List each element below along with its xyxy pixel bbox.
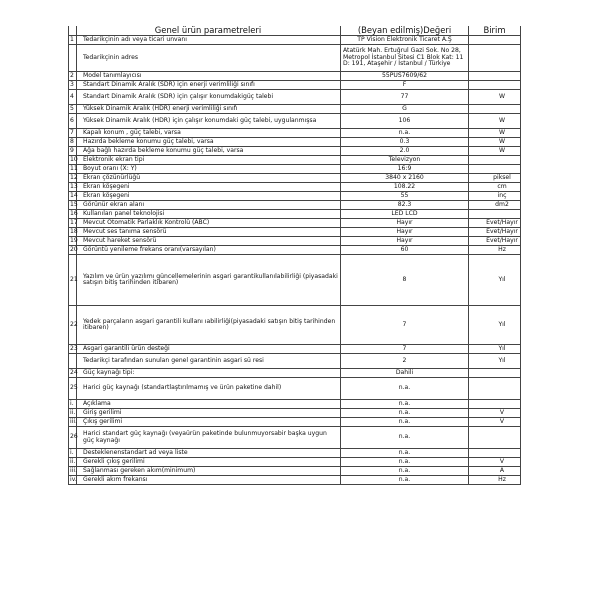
row-parameter: Sağlanması gereken akım(minimum) bbox=[77, 467, 341, 476]
table-row bbox=[69, 72, 521, 81]
row-unit bbox=[469, 400, 521, 409]
row-unit: dm2 bbox=[469, 201, 521, 210]
row-parameter: Mevcut Otomatik Parlaklık Kontrolü (ABC) bbox=[77, 219, 341, 228]
row-parameter: Harici standart güç kaynağı (veyaürün paketinde bulunmuyorsabir başka uygun güç kaynağı bbox=[77, 427, 341, 449]
row-unit bbox=[469, 72, 521, 81]
row-number: 26 bbox=[69, 427, 77, 449]
row-unit: W bbox=[469, 90, 521, 105]
row-number: 4 bbox=[69, 90, 77, 105]
row-parameter: Giriş gerilimi bbox=[77, 409, 341, 418]
row-value: 3840 x 2160 bbox=[341, 174, 469, 183]
product-parameters-table bbox=[68, 26, 521, 485]
row-value: LED LCD bbox=[341, 210, 469, 219]
row-number: 8 bbox=[69, 138, 77, 147]
row-unit: piksel bbox=[469, 174, 521, 183]
header-number bbox=[69, 26, 77, 36]
row-number: 1 bbox=[69, 36, 77, 45]
table-row bbox=[69, 228, 521, 237]
row-number bbox=[69, 354, 77, 369]
row-parameter: Gerekli akım frekansı bbox=[77, 476, 341, 485]
table-row bbox=[69, 201, 521, 210]
row-parameter: Hazırda bekleme konumu güç talebi, varsa bbox=[77, 138, 341, 147]
row-value: 82.3 bbox=[341, 201, 469, 210]
row-value: 7 bbox=[341, 345, 469, 354]
table-row bbox=[69, 174, 521, 183]
row-number: 7 bbox=[69, 129, 77, 138]
row-unit bbox=[469, 45, 521, 72]
table-row bbox=[69, 192, 521, 201]
row-parameter: Çıkış gerilimi bbox=[77, 418, 341, 427]
row-parameter: Tedarikçi tarafından sunulan genel garantinin asgari sü resi bbox=[77, 354, 341, 369]
row-unit: Yıl bbox=[469, 354, 521, 369]
table-row bbox=[69, 378, 521, 400]
row-parameter: Ekran köşegeni bbox=[77, 192, 341, 201]
row-number: 18 bbox=[70, 227, 78, 235]
table-row bbox=[69, 90, 521, 105]
row-unit bbox=[469, 36, 521, 45]
row-unit: V bbox=[469, 458, 521, 467]
table-row bbox=[69, 156, 521, 165]
row-value: TP Vision Elektronik Ticaret A.Ş bbox=[341, 36, 469, 45]
table-row bbox=[69, 476, 521, 485]
row-value: n.a. bbox=[341, 418, 469, 427]
row-value: Atatürk Mah. Ertuğrul Gazi Sok. No 28, Metropol İstanbul Sitesi C1 Blok Kat: 11 D: 191, Ataşehir / İstanbul / Türkiye bbox=[341, 45, 469, 72]
row-number: i. bbox=[69, 449, 77, 458]
row-number: ii. bbox=[70, 408, 76, 416]
row-unit bbox=[469, 156, 521, 165]
row-parameter: Desteklenenstandart ad veya liste bbox=[77, 449, 341, 458]
row-value: F bbox=[341, 81, 469, 90]
row-value: n.a. bbox=[341, 378, 469, 400]
row-parameter: Ağa bağlı hazırda bekleme konumu güç talebi, varsa bbox=[77, 147, 341, 156]
table-row bbox=[69, 219, 521, 228]
row-parameter: Yedek parçaların asgari garantili kullanı ıabilirliği(piyasadaki satışın bitiş tarihinden itibaren) bbox=[77, 306, 341, 345]
table-row bbox=[69, 427, 521, 449]
row-parameter: Model tanımlayıcısı bbox=[77, 72, 341, 81]
row-number: 3 bbox=[69, 81, 77, 90]
row-unit: inç bbox=[469, 192, 521, 201]
row-number: 10 bbox=[70, 155, 78, 163]
row-value: 2 bbox=[341, 354, 469, 369]
row-unit bbox=[469, 369, 521, 378]
row-unit: cm bbox=[469, 183, 521, 192]
row-parameter: Yüksek Dinamik Aralık (HDR) enerji verimliliği sınıfı bbox=[77, 105, 341, 114]
row-number: 2 bbox=[69, 72, 77, 81]
table-row bbox=[69, 369, 521, 378]
row-unit: W bbox=[469, 138, 521, 147]
row-unit bbox=[469, 81, 521, 90]
row-unit: W bbox=[469, 114, 521, 129]
row-parameter: Mevcut ses tanıma sensörü bbox=[77, 228, 341, 237]
row-number: 23 bbox=[70, 344, 78, 352]
row-number: 24 bbox=[70, 368, 78, 376]
row-number: 6 bbox=[69, 114, 77, 129]
row-number: 13 bbox=[70, 182, 78, 190]
table-row bbox=[69, 45, 521, 72]
table-row bbox=[69, 138, 521, 147]
table-row bbox=[69, 36, 521, 45]
row-number: 11 bbox=[70, 164, 78, 172]
table-row bbox=[69, 458, 521, 467]
table-header bbox=[69, 26, 521, 36]
row-value: Hayır bbox=[341, 228, 469, 237]
table-row bbox=[69, 129, 521, 138]
row-unit: Hz bbox=[469, 246, 521, 255]
row-unit bbox=[469, 449, 521, 458]
header-parameter: Genel ürün parametreleri bbox=[77, 26, 341, 36]
row-parameter: Standart Dinamik Aralık (SDR) için enerji verimliliği sınıfı bbox=[77, 81, 341, 90]
row-value: 60 bbox=[341, 246, 469, 255]
row-parameter: Görüntü yenileme frekans oranı(varsayılan) bbox=[77, 246, 341, 255]
row-number: 17 bbox=[70, 218, 78, 226]
row-value: n.a. bbox=[341, 409, 469, 418]
table-row bbox=[69, 467, 521, 476]
row-value: 2.0 bbox=[341, 147, 469, 156]
row-unit bbox=[469, 210, 521, 219]
row-parameter: Gerekli çıkış gerilimi bbox=[77, 458, 341, 467]
row-unit: Yıl bbox=[469, 255, 521, 306]
table-row bbox=[69, 345, 521, 354]
row-unit: A bbox=[469, 467, 521, 476]
row-parameter: Tedarikçinin adres bbox=[77, 45, 341, 72]
row-value: n.a. bbox=[341, 400, 469, 409]
row-number: 5 bbox=[69, 105, 77, 114]
table-row bbox=[69, 400, 521, 409]
row-value: 55 bbox=[341, 192, 469, 201]
table-row bbox=[69, 409, 521, 418]
row-unit: Hz bbox=[469, 476, 521, 485]
row-unit bbox=[469, 427, 521, 449]
row-unit: Evet/Hayır bbox=[469, 219, 521, 228]
row-value: 16:9 bbox=[341, 165, 469, 174]
row-number: ii. bbox=[70, 457, 76, 465]
row-parameter: Açıklama bbox=[77, 400, 341, 409]
header-value: (Beyan edilmiş)Değeri bbox=[341, 26, 469, 36]
row-number: 16 bbox=[70, 209, 78, 217]
row-parameter: Harici güç kaynağı (standartlaştırılmamış ve ürün paketine dahil) bbox=[77, 378, 341, 400]
row-value: n.a. bbox=[341, 467, 469, 476]
row-parameter: Yazılım ve ürün yazılımı güncellemelerinin asgari garantikullanılabilirliği (piyasadaki satışın bitiş tarihinden itibaren) bbox=[77, 255, 341, 306]
table-row bbox=[69, 246, 521, 255]
row-number: 25 bbox=[69, 378, 77, 400]
row-value: G bbox=[341, 105, 469, 114]
row-parameter: Yüksek Dinamik Aralık (HDR) için çalışır konumdaki güç talebi, uygulanmışsa bbox=[77, 114, 341, 129]
table-row bbox=[69, 114, 521, 129]
header-unit: Birim bbox=[469, 26, 521, 36]
row-value: Televizyon bbox=[341, 156, 469, 165]
row-value: n.a. bbox=[341, 129, 469, 138]
row-value: 8 bbox=[341, 255, 469, 306]
row-value: n.a. bbox=[341, 449, 469, 458]
row-parameter: Kapalı konum , güç talebi, varsa bbox=[77, 129, 341, 138]
row-parameter: Ekran köşegeni bbox=[77, 183, 341, 192]
table-row bbox=[69, 81, 521, 90]
row-number: 22 bbox=[69, 306, 77, 345]
row-parameter: Elektronik ekran tipi bbox=[77, 156, 341, 165]
row-parameter: Kullanılan panel teknolojisi bbox=[77, 210, 341, 219]
row-parameter: Standart Dinamik Aralık (SDR) için çalışır konumdakigüç talebi bbox=[77, 90, 341, 105]
row-unit: W bbox=[469, 147, 521, 156]
row-value: 106 bbox=[341, 114, 469, 129]
row-unit: Evet/Hayır bbox=[469, 237, 521, 246]
row-unit: Yıl bbox=[469, 306, 521, 345]
row-parameter: Görünür ekran alanı bbox=[77, 201, 341, 210]
row-number: 14 bbox=[70, 191, 78, 199]
table-row bbox=[69, 354, 521, 369]
row-value: n.a. bbox=[341, 476, 469, 485]
row-parameter: Asgari garantili ürün desteği bbox=[77, 345, 341, 354]
row-unit: W bbox=[469, 129, 521, 138]
row-value: n.a. bbox=[341, 458, 469, 467]
row-unit: V bbox=[469, 418, 521, 427]
row-number: 20 bbox=[70, 245, 78, 253]
row-value: 77 bbox=[341, 90, 469, 105]
row-number: 15 bbox=[70, 200, 78, 208]
row-number: 12 bbox=[70, 173, 78, 181]
row-unit bbox=[469, 378, 521, 400]
row-number bbox=[69, 45, 77, 72]
table-row bbox=[69, 183, 521, 192]
row-unit: Evet/Hayır bbox=[469, 228, 521, 237]
row-parameter: Boyut oranı (X: Y) bbox=[77, 165, 341, 174]
row-value: Hayır bbox=[341, 237, 469, 246]
row-number: iii. bbox=[70, 466, 78, 474]
row-value: 108.22 bbox=[341, 183, 469, 192]
row-parameter: Mevcut hareket sensörü bbox=[77, 237, 341, 246]
row-value: Hayır bbox=[341, 219, 469, 228]
table-row bbox=[69, 105, 521, 114]
table-row bbox=[69, 165, 521, 174]
table-row bbox=[69, 418, 521, 427]
row-unit: V bbox=[469, 409, 521, 418]
row-value: Dahili bbox=[341, 369, 469, 378]
table-row bbox=[69, 237, 521, 246]
row-unit bbox=[469, 165, 521, 174]
row-number: 19 bbox=[70, 236, 78, 244]
row-number: 9 bbox=[69, 147, 77, 156]
row-parameter: Güç kaynağı tipi: bbox=[77, 369, 341, 378]
row-number: i. bbox=[69, 400, 77, 409]
row-number: 21 bbox=[69, 255, 77, 306]
table-row bbox=[69, 255, 521, 306]
row-value: 0.3 bbox=[341, 138, 469, 147]
row-value: 7 bbox=[341, 306, 469, 345]
table-row bbox=[69, 147, 521, 156]
row-value: n.a. bbox=[341, 427, 469, 449]
row-number: iv. bbox=[70, 475, 77, 483]
table-row bbox=[69, 449, 521, 458]
row-value: 55PUS7609/62 bbox=[341, 72, 469, 81]
table-row bbox=[69, 306, 521, 345]
row-parameter: Ekran çözünürlüğü bbox=[77, 174, 341, 183]
row-parameter: Tedarikçinin adı veya ticari unvanı bbox=[77, 36, 341, 45]
row-unit: Yıl bbox=[469, 345, 521, 354]
table-row bbox=[69, 210, 521, 219]
row-number: iii. bbox=[70, 417, 78, 425]
row-unit bbox=[469, 105, 521, 114]
spec-sheet bbox=[68, 26, 520, 485]
